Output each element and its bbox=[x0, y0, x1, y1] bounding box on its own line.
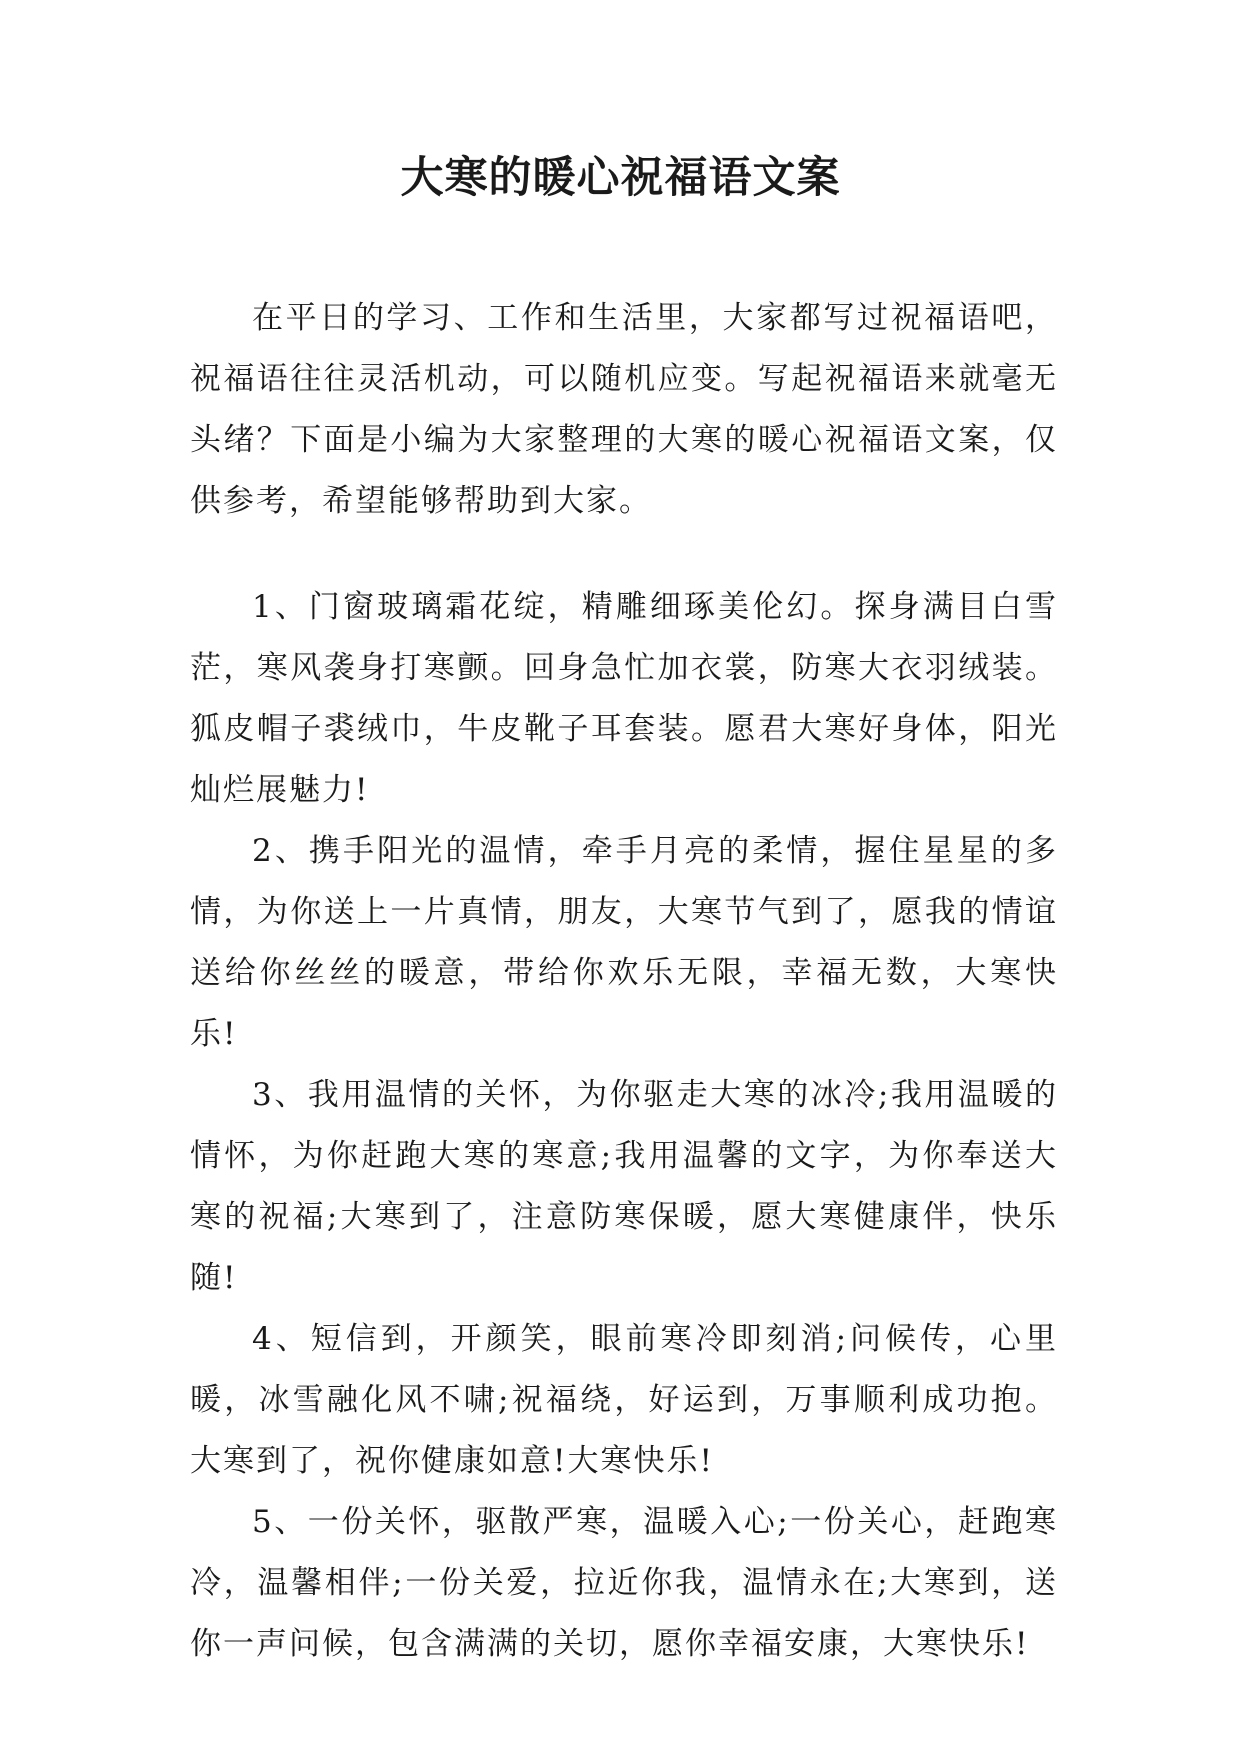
intro-section bbox=[190, 288, 1058, 532]
blessing-item-5: 5、一份关怀，驱散严寒，温暖入心;一份关心，赶跑寒冷，温馨相伴;一份关爱，拉近你我，温情永在;大寒到，送你一声问候，包含满满的关切，愿你幸福安康，大寒快乐! bbox=[190, 1504, 1058, 1662]
blessing-item-4: 4、短信到，开颜笑，眼前寒冷即刻消;问候传，心里暖，冰雪融化风不啸;祝福绕，好运到，万事顺利成功抱。大寒到了，祝你健康如意!大寒快乐! bbox=[190, 1321, 1058, 1479]
document-title: 大寒的暖心祝福语文案 bbox=[400, 153, 841, 203]
blessing-item-1: 1、门窗玻璃霜花绽，精雕细琢美伦幻。探身满目白雪茫，寒风袭身打寒颤。回身急忙加衣裳，防寒大衣羽绒装。狐皮帽子裘绒巾，牛皮靴子耳套装。愿君大寒好身体，阳光灿烂展魅力! bbox=[190, 589, 1058, 808]
blessing-item-3: 3、我用温情的关怀，为你驱走大寒的冰冷;我用温暖的情怀，为你赶跑大寒的寒意;我用温馨的文字，为你奉送大寒的祝福;大寒到了，注意防寒保暖，愿大寒健康伴，快乐随! bbox=[190, 1077, 1058, 1296]
blessings-list bbox=[190, 577, 1058, 1675]
intro-paragraph: 在平日的学习、工作和生活里，大家都写过祝福语吧，祝福语往往灵活机动，可以随机应变。写起祝福语来就毫无头绪？下面是小编为大家整理的大寒的暖心祝福语文案，仅供参考，希望能够帮助到大家。 bbox=[190, 300, 1058, 519]
blessing-item-2: 2、携手阳光的温情，牵手月亮的柔情，握住星星的多情，为你送上一片真情，朋友，大寒节气到了，愿我的情谊送给你丝丝的暖意，带给你欢乐无限，幸福无数，大寒快乐! bbox=[190, 833, 1058, 1052]
